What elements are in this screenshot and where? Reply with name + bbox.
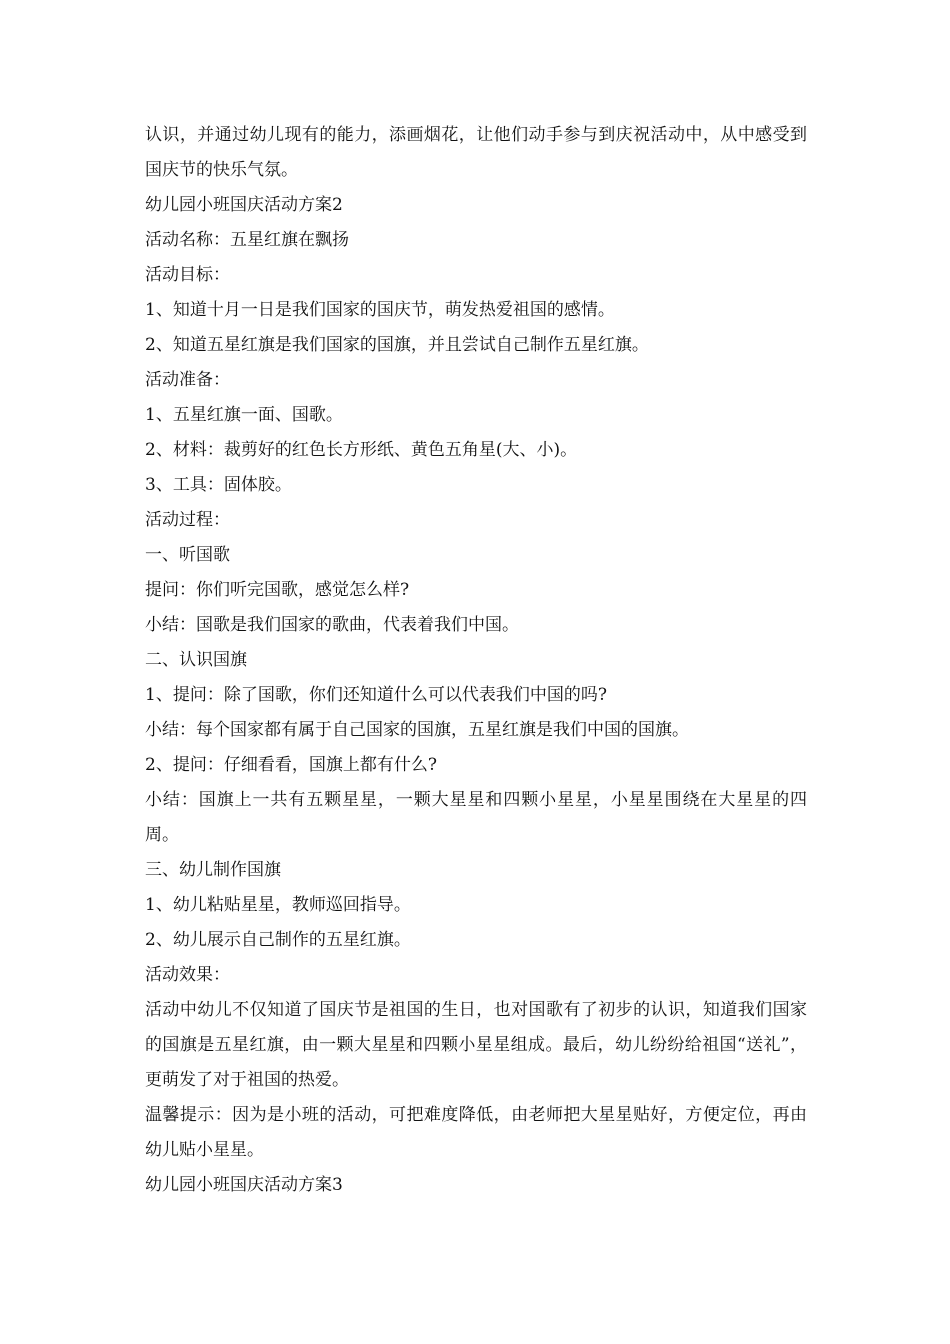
activity-process-heading: 活动过程： [145, 510, 230, 530]
process-step-2-heading: 二、认识国旗 [145, 650, 247, 670]
summary-text: 小结：每个国家都有属于自己国家的国旗，五星红旗是我们中国的国旗。 [145, 720, 689, 740]
section-heading-plan-3: 幼儿园小班国庆活动方案3 [145, 1175, 343, 1195]
summary-text: 小结：国歌是我们国家的歌曲，代表着我们中国。 [145, 615, 519, 635]
activity-effect-text: 活动中幼儿不仅知道了国庆节是祖国的生日，也对国歌有了初步的认识，知道我们国家的国旗是五星红旗，由一颗大星星和四颗小星星组成。最后，幼儿纷纷给祖国“送礼”，更萌发了对于祖国的热爱。 [145, 1000, 807, 1090]
preparation-item-1: 1、五星红旗一面、国歌。 [145, 405, 343, 425]
section-heading-plan-2: 幼儿园小班国庆活动方案2 [145, 195, 343, 215]
preparation-item-2: 2、材料：裁剪好的红色长方形纸、黄色五角星(大、小)。 [145, 440, 578, 460]
process-step-1-heading: 一、听国歌 [145, 545, 230, 565]
process-step-3-item-2: 2、幼儿展示自己制作的五星红旗。 [145, 930, 411, 950]
summary-text: 小结：国旗上一共有五颗星星，一颗大星星和四颗小星星，小星星围绕在大星星的四周。 [145, 790, 807, 845]
goal-item-2: 2、知道五星红旗是我们国家的国旗，并且尝试自己制作五星红旗。 [145, 335, 649, 355]
activity-goals-heading: 活动目标： [145, 265, 230, 285]
activity-preparation-heading: 活动准备： [145, 370, 230, 390]
question-text: 2、提问：仔细看看，国旗上都有什么? [145, 755, 437, 775]
tip-text: 温馨提示：因为是小班的活动，可把难度降低，由老师把大星星贴好，方便定位，再由幼儿贴小星星。 [145, 1105, 807, 1160]
process-step-3-heading: 三、幼儿制作国旗 [145, 860, 281, 880]
question-text: 1、提问：除了国歌，你们还知道什么可以代表我们中国的吗? [145, 685, 607, 705]
activity-effect-heading: 活动效果： [145, 965, 230, 985]
document-body [145, 118, 807, 1203]
question-text: 提问：你们听完国歌，感觉怎么样? [145, 580, 410, 600]
goal-item-1: 1、知道十月一日是我们国家的国庆节，萌发热爱祖国的感情。 [145, 300, 615, 320]
activity-name: 活动名称：五星红旗在飘扬 [145, 230, 349, 250]
process-step-3-item-1: 1、幼儿粘贴星星，教师巡回指导。 [145, 895, 411, 915]
preparation-item-3: 3、工具：固体胶。 [145, 475, 292, 495]
paragraph-intro-continued: 认识，并通过幼儿现有的能力，添画烟花，让他们动手参与到庆祝活动中，从中感受到国庆节的快乐气氛。 [145, 125, 807, 180]
